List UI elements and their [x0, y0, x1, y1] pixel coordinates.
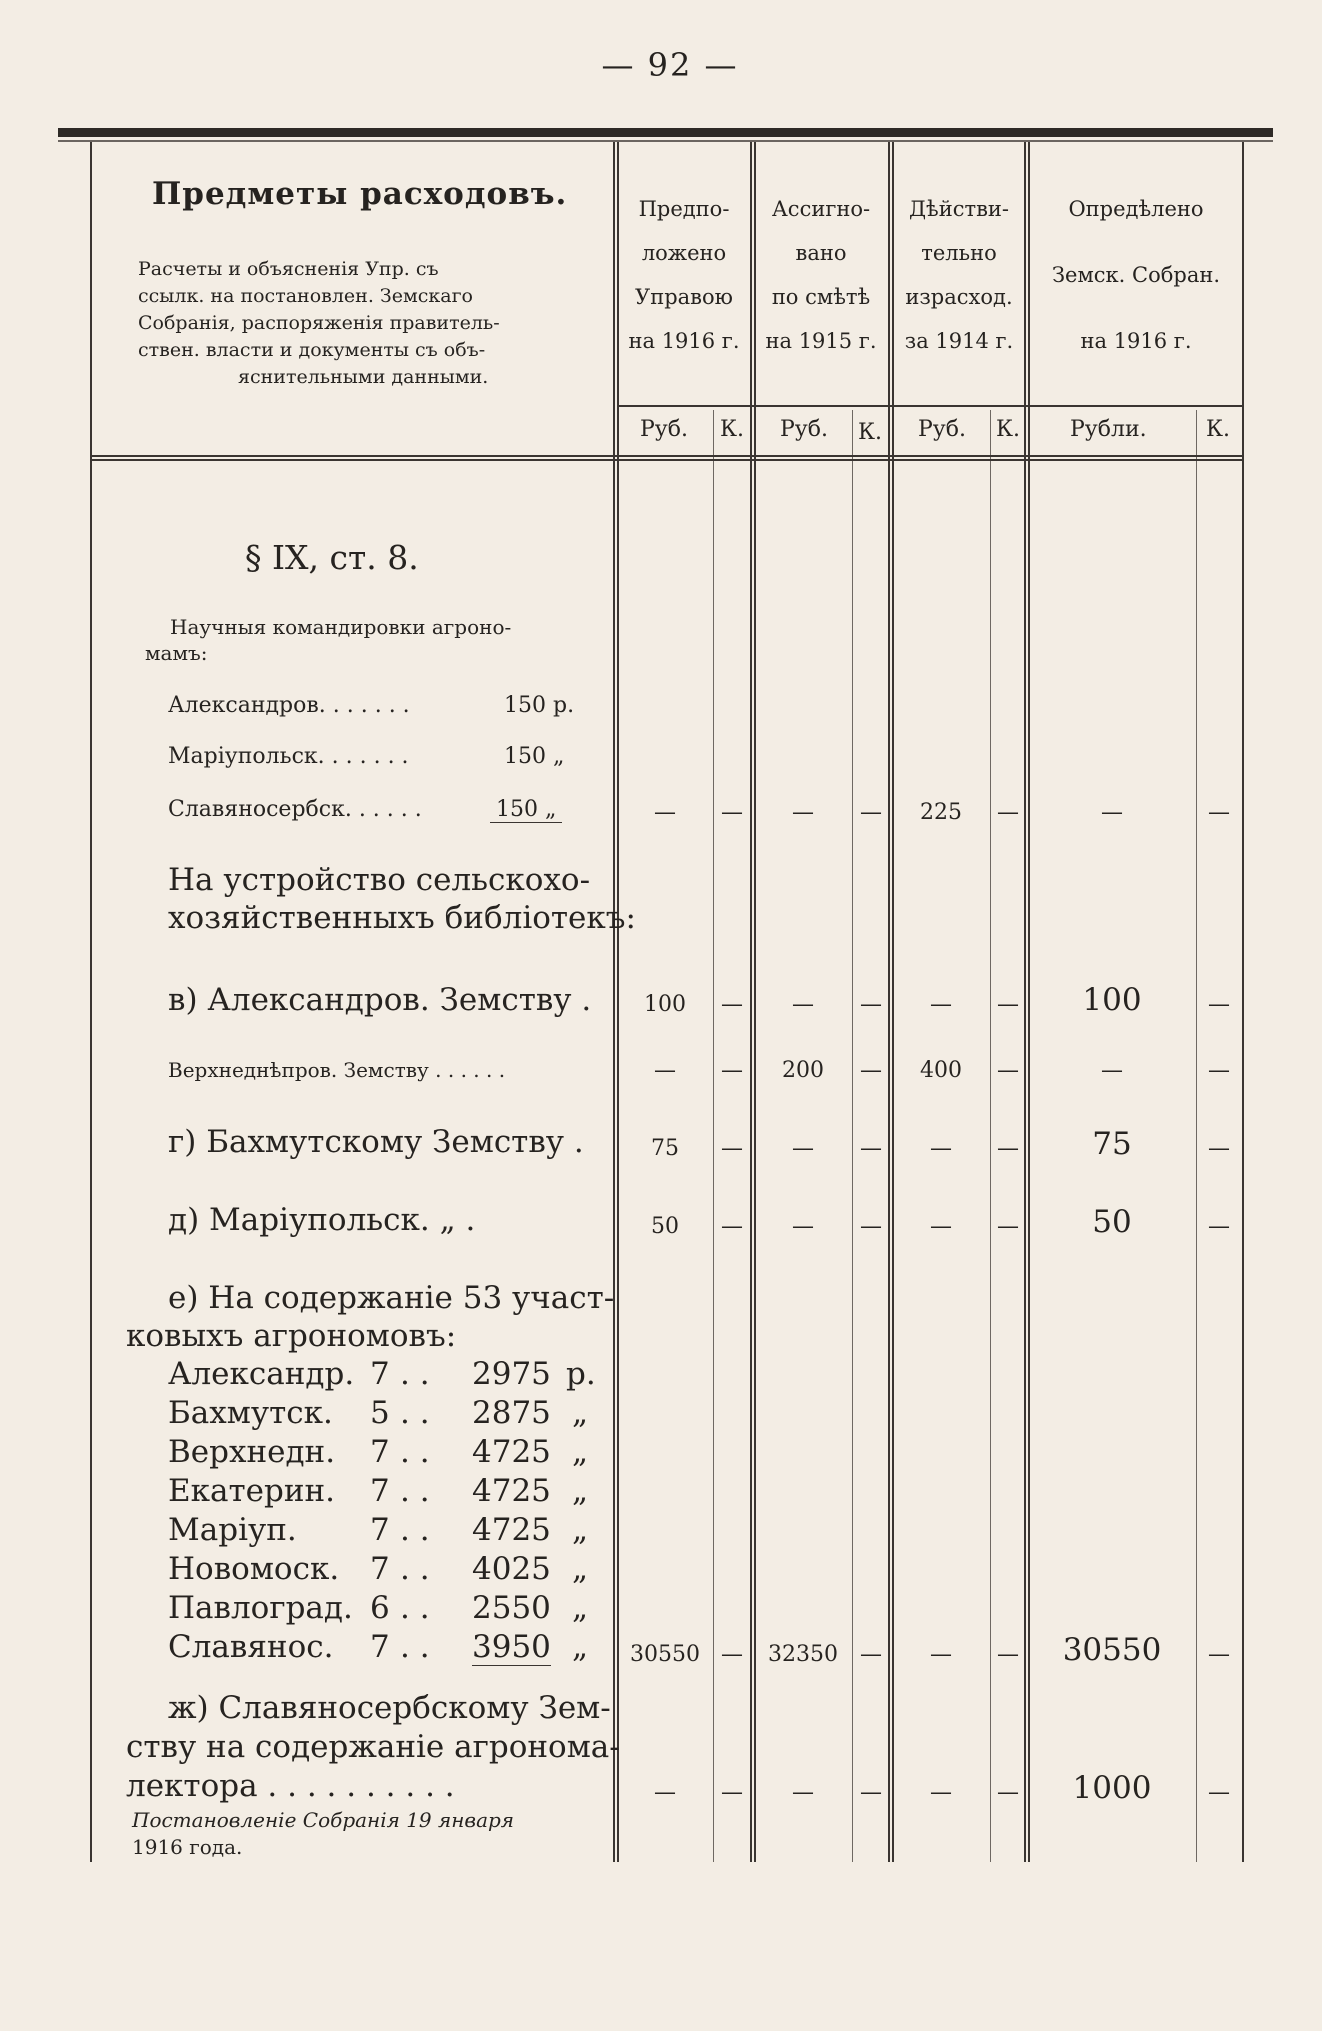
agronomist-amount: 3950	[472, 1629, 551, 1665]
row-vd-label: Верхнеднѣпров. Земству . . . . . .	[168, 1058, 506, 1082]
col-divider-1	[750, 142, 752, 1862]
agronomist-count: 7	[370, 1473, 390, 1509]
agronomists-c2k: —	[860, 1642, 882, 1667]
row-vd-c2k: —	[860, 1058, 882, 1083]
row-vd-c2r: 200	[782, 1058, 824, 1083]
row-vd-c1r: —	[654, 1058, 676, 1083]
col-divider-3	[1024, 142, 1026, 1862]
col1-header-1: Предпо-	[638, 197, 730, 221]
col1-header-4: на 1916 г.	[628, 329, 740, 353]
unit-kop-3: К.	[996, 417, 1021, 442]
lecturer-c3r: —	[930, 1780, 952, 1805]
header-subtitle-1: Расчеты и объясненія Упр. съ	[138, 258, 439, 280]
row-d-c2k: —	[860, 1214, 882, 1239]
agronomist-count: 7	[370, 1551, 390, 1587]
agronomist-amount: 2875	[472, 1395, 551, 1431]
unit-kop-1: К.	[720, 417, 745, 442]
trip-amount-2: 150 „	[504, 744, 565, 769]
col2-header-3: по смѣтѣ	[771, 285, 871, 309]
kop-divider-3	[990, 410, 991, 1862]
agronomist-unit: „	[572, 1395, 589, 1431]
trip-amount-1: 150 р.	[504, 693, 575, 718]
resolution-1: Постановленіе Собранія 19 января	[132, 1808, 515, 1832]
agronomist-dots: . .	[400, 1512, 430, 1548]
lecturer-c3k: —	[997, 1780, 1019, 1805]
trips-c2r: —	[792, 800, 814, 825]
top-rule-thin	[58, 140, 1273, 142]
trips-label-1: Научныя командировки агроно-	[170, 615, 512, 639]
trip-name-2: Маріупольск. . . . . . .	[168, 744, 409, 769]
libraries-label-1: На устройство сельскохо-	[168, 862, 591, 898]
row-v-c3r: —	[930, 992, 952, 1017]
agronomist-unit: „	[572, 1434, 589, 1470]
unit-rub-2: Руб.	[780, 417, 828, 442]
row-g-c4r: 75	[1092, 1126, 1132, 1162]
agronomist-unit: „	[572, 1512, 589, 1548]
page-number: — 92 —	[601, 46, 739, 84]
agronomist-unit: „	[572, 1629, 589, 1665]
unit-rub-1: Руб.	[640, 417, 688, 442]
agronomist-count: 7	[370, 1629, 390, 1665]
header-title: Предметы расходовъ.	[152, 176, 568, 212]
trips-c4k: —	[1208, 800, 1230, 825]
col1-header-3: Управою	[635, 285, 733, 309]
trips-c3k: —	[997, 800, 1019, 825]
col-divider-desc	[613, 142, 615, 1862]
agronomists-c3k: —	[997, 1642, 1019, 1667]
unit-kop-4: К.	[1206, 417, 1231, 442]
agronomist-name: Новомоск.	[168, 1551, 340, 1587]
lecturer-label-2: ству на содержаніе агронома-	[126, 1729, 620, 1765]
agronomist-count: 6	[370, 1590, 390, 1626]
col3-header-2: тельно	[921, 241, 997, 265]
agronomist-dots: . .	[400, 1590, 430, 1626]
lecturer-label-1: ж) Славяносербскому Зем-	[168, 1690, 611, 1726]
trips-c3r: 225	[920, 800, 962, 825]
resolution-2: 1916 года.	[132, 1835, 243, 1859]
lecturer-c2r: —	[792, 1780, 814, 1805]
agronomist-dots: . .	[400, 1395, 430, 1431]
agronomist-dots: . .	[400, 1629, 430, 1665]
trips-c1k: —	[721, 800, 743, 825]
col-divider-1b	[754, 142, 756, 1862]
agronomists-label-1: е) На содержаніе 53 участ-	[168, 1280, 615, 1316]
agronomists-c1k: —	[721, 1642, 743, 1667]
row-g-c2k: —	[860, 1136, 882, 1161]
col-divider-desc-2	[617, 142, 619, 1862]
row-vd-c3r: 400	[920, 1058, 962, 1083]
agronomist-amount: 4725	[472, 1512, 551, 1548]
row-vd-c4r: —	[1101, 1058, 1123, 1083]
kop-divider-1	[713, 410, 714, 1862]
agronomist-amount: 4025	[472, 1551, 551, 1587]
row-v-label: в) Александров. Земству .	[168, 982, 592, 1018]
unit-kop-2: К.	[858, 420, 883, 445]
row-vd-c4k: —	[1208, 1058, 1230, 1083]
agronomist-unit: „	[572, 1551, 589, 1587]
row-v-c2r: —	[792, 992, 814, 1017]
col4-header-2: Земск. Собран.	[1051, 263, 1221, 287]
row-d-c1k: —	[721, 1214, 743, 1239]
agronomist-name: Бахмутск.	[168, 1395, 333, 1431]
col-divider-2	[888, 142, 890, 1862]
agronomist-dots: . .	[400, 1434, 430, 1470]
agronomists-c3r: —	[930, 1642, 952, 1667]
col2-header-4: на 1915 г.	[765, 329, 877, 353]
table-left-border	[90, 142, 92, 1862]
col2-header-2: вано	[795, 241, 847, 265]
row-vd-c3k: —	[997, 1058, 1019, 1083]
libraries-label-2: хозяйственныхъ библіотекъ:	[168, 900, 636, 936]
header-subtitle-3: Собранія, распоряженія правитель-	[138, 312, 500, 334]
agronomists-label-2: ковыхъ агрономовъ:	[126, 1318, 457, 1354]
col3-header-3: израсход.	[905, 285, 1013, 309]
agronomists-c4r: 30550	[1062, 1632, 1162, 1668]
row-d-c1r: 50	[651, 1214, 679, 1239]
agronomist-name: Славянос.	[168, 1629, 334, 1665]
kop-divider-4	[1196, 410, 1197, 1862]
agronomist-name: Маріуп.	[168, 1512, 297, 1548]
header-subtitle-5: яснительными данными.	[238, 366, 489, 388]
agronomist-unit: „	[572, 1590, 589, 1626]
agronomist-name: Верхнедн.	[168, 1434, 336, 1470]
col4-header-1: Опредѣлено	[1068, 197, 1204, 221]
agronomist-name: Павлоград.	[168, 1590, 353, 1626]
agronomist-count: 7	[370, 1512, 390, 1548]
row-g-c1r: 75	[651, 1136, 679, 1161]
trip-amount-3: 150 „	[490, 797, 562, 823]
agronomists-c4k: —	[1208, 1642, 1230, 1667]
row-d-label: д) Маріупольск. „ .	[168, 1202, 476, 1238]
table-right-border	[1242, 142, 1244, 1862]
agronomist-count: 7	[370, 1356, 390, 1392]
trips-c1r: —	[654, 800, 676, 825]
row-v-c2k: —	[860, 992, 882, 1017]
row-d-c2r: —	[792, 1214, 814, 1239]
agronomist-amount: 4725	[472, 1473, 551, 1509]
row-v-c1k: —	[721, 992, 743, 1017]
agronomist-count: 7	[370, 1434, 390, 1470]
agronomist-dots: . .	[400, 1356, 430, 1392]
col-divider-2b	[892, 142, 894, 1862]
col4-header-3: на 1916 г.	[1080, 329, 1192, 353]
row-d-c3r: —	[930, 1214, 952, 1239]
row-g-label: г) Бахмутскому Земству .	[168, 1124, 584, 1160]
top-rule	[58, 128, 1273, 137]
col3-header-1: Дѣйстви-	[908, 197, 1010, 221]
agronomist-unit: „	[572, 1473, 589, 1509]
lecturer-c1r: —	[654, 1780, 676, 1805]
header-subtitle-2: ссылк. на постановлен. Земскаго	[138, 285, 473, 307]
agronomist-name: Александр.	[168, 1356, 355, 1392]
row-g-c4k: —	[1208, 1136, 1230, 1161]
trips-c4r: —	[1101, 800, 1123, 825]
trip-name-3: Славяносербск. . . . . .	[168, 797, 422, 822]
trips-label-2: мамъ:	[145, 641, 208, 665]
trips-c2k: —	[860, 800, 882, 825]
header-bottom-rule	[90, 455, 1244, 457]
row-v-c1r: 100	[644, 992, 686, 1017]
agronomist-dots: . .	[400, 1551, 430, 1587]
row-vd-c1k: —	[721, 1058, 743, 1083]
row-g-c3r: —	[930, 1136, 952, 1161]
agronomist-count: 5	[370, 1395, 390, 1431]
lecturer-c1k: —	[721, 1780, 743, 1805]
col2-header-1: Ассигно-	[771, 197, 871, 221]
row-v-c3k: —	[997, 992, 1019, 1017]
row-d-c4r: 50	[1092, 1204, 1132, 1240]
unit-rubli: Рубли.	[1070, 417, 1147, 442]
row-g-c1k: —	[721, 1136, 743, 1161]
lecturer-c4k: —	[1208, 1780, 1230, 1805]
row-v-c4r: 100	[1082, 982, 1142, 1018]
agronomist-amount: 2975	[472, 1356, 551, 1392]
agronomists-c2r: 32350	[768, 1642, 838, 1667]
row-d-c3k: —	[997, 1214, 1019, 1239]
row-d-c4k: —	[1208, 1214, 1230, 1239]
lecturer-label-3: лектора . . . . . . . . . .	[126, 1768, 455, 1804]
trip-name-1: Александров. . . . . . .	[168, 693, 410, 718]
row-g-c2r: —	[792, 1136, 814, 1161]
agronomists-c1r: 30550	[630, 1642, 700, 1667]
lecturer-c2k: —	[860, 1780, 882, 1805]
col1-header-2: ложено	[641, 241, 727, 265]
col3-header-4: за 1914 г.	[904, 329, 1014, 353]
unit-rub-3: Руб.	[918, 417, 966, 442]
agronomist-amount: 2550	[472, 1590, 551, 1626]
agronomist-amount: 4725	[472, 1434, 551, 1470]
header-mid-rule	[617, 405, 1244, 407]
header-bottom-rule-2	[90, 459, 1244, 461]
col-divider-3b	[1028, 142, 1030, 1862]
row-v-c4k: —	[1208, 992, 1230, 1017]
section-heading: § IX, ст. 8.	[245, 538, 419, 577]
agronomist-dots: . .	[400, 1473, 430, 1509]
kop-divider-2	[852, 410, 853, 1862]
row-g-c3k: —	[997, 1136, 1019, 1161]
header-subtitle-4: ствен. власти и документы съ объ-	[138, 339, 486, 361]
lecturer-c4r: 1000	[1072, 1770, 1152, 1806]
agronomist-unit: р.	[566, 1356, 596, 1392]
agronomist-name: Екатерин.	[168, 1473, 336, 1509]
